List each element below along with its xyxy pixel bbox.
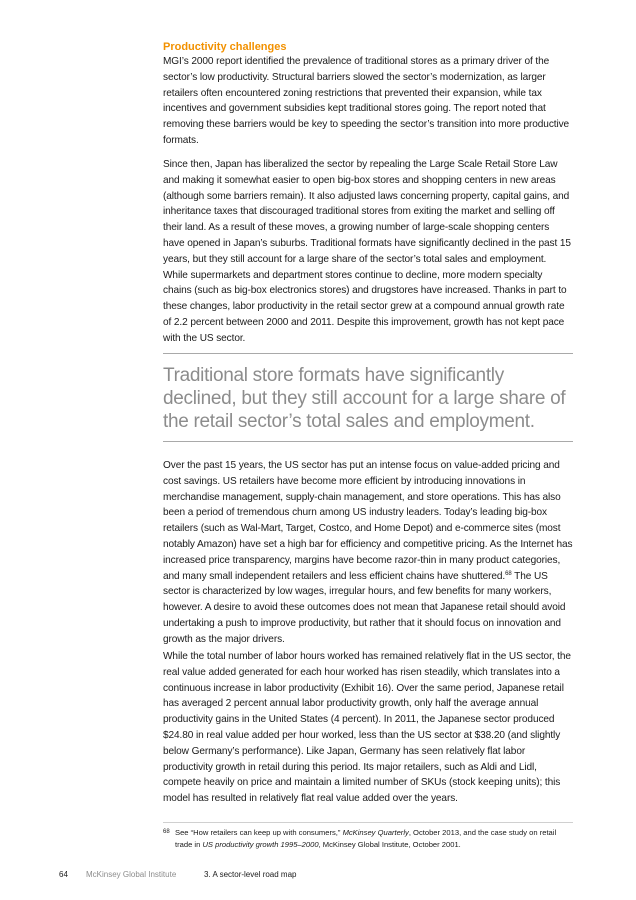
footnote-report-title: US productivity growth 1995–2000	[202, 840, 319, 849]
footnote-journal: McKinsey Quarterly	[342, 828, 409, 837]
page-number: 64	[59, 870, 68, 879]
footnote-text	[175, 827, 573, 851]
paragraph-3-text: Over the past 15 years, the US sector has put an intense focus on value-added pricing and cost savings. US retailers have become more efficient by introducing innovations in merchandise management, supply-chain management, and store operations. This has also been a period of tremendous churn among US industry leaders. Today’s leading big-box retailers (such as Wal-Mart, Target, Costco, and Home Depot) and e-commerce sites (most notably Amazon) have set a high bar for efficiency and competitive pricing. As the Internet has increased price transparency, margins have become razor-thin in many product categories, and many small independent retailers and less efficient chains have shuttered.	[163, 460, 573, 582]
footnote-reference[interactable]: 68	[505, 570, 512, 577]
pull-quote-top-rule	[163, 353, 573, 354]
footnote-text-part-2: , October 2013, and the case study on retail trade in	[175, 828, 557, 849]
paragraph-3-continuation: The US sector is characterized by low wages, irregular hours, and few benefits for many workers, however. A desire to avoid these outcomes does not mean that Japanese retail should avoid undertaking a push to improve productivity, but rather that it should focus on innovation and growth as the major drivers.	[163, 570, 566, 645]
footnote-divider	[163, 822, 573, 823]
footer-publisher: McKinsey Global Institute	[86, 870, 177, 879]
paragraph-1: MGI’s 2000 report identified the prevalence of traditional stores as a primary driver of the sector’s low productivity. Structural barriers slowed the sector’s modernization, as larger retailers often encountered zoning restrictions that prevented their expansion, while tax incentives and government subsidies kept traditional stores going. The report noted that removing these barriers would be key to speeding the sector’s transition into more productive formats.	[163, 56, 570, 146]
pull-quote: Traditional store formats have significantly declined, but they still account for a large share of the retail sector’s total sales and employment.	[163, 365, 566, 432]
paragraph-4: While the total number of labor hours worked has remained relatively flat in the US sector, the real value added generated for each hour worked has risen steadily, which translates into a continuous increase in labor productivity (Exhibit 16). Over the same period, Japanese retail has averaged 2 percent annual labor productivity growth, only half the average annual productivity gains in the United States (4 percent). In 2011, the Japanese sector produced $24.80 in real value added per hour worked, less than the US sector at $38.20 (and slightly below Germany’s performance). Like Japan, Germany has seen relatively flat labor productivity growth in retail during this period. Its major retailers, such as Aldi and Lidl, compete heavily on price and maintain a limited number of SKUs (stock keeping units); this model has resulted in relatively flat real value added over the years.	[163, 651, 571, 805]
paragraph-2: Since then, Japan has liberalized the sector by repealing the Large Scale Retail Store Law and making it somewhat easier to open big-box stores and shopping centers in new areas (although some barriers remain). It also adjusted laws concerning property, capital gains, and inheritance taxes that discouraged traditional stores from exiting the market and selling off their land. As a result of these moves, a growing number of large-scale shopping centers have opened in Japan’s suburbs. Traditional formats have significantly declined in the past 15 years, but they still account for a large share of the sector’s total sales and employment. While supermarkets and department stores continue to decline, more modern specialty chains (such as big-box electronics stores) and drugstores have increased. Thanks in part to these changes, labor productivity in the retail sector grew at a compound annual growth rate of 2.2 percent between 2000 and 2011. Despite this improvement, growth has not kept pace with the US sector.	[163, 159, 571, 344]
pull-quote-bottom-rule	[163, 441, 573, 442]
footnote-text-part-3: , McKinsey Global Institute, October 2001.	[318, 840, 461, 849]
footnote-text-part-1: See “How retailers can keep up with consumers,”	[175, 828, 343, 837]
paragraph-3	[163, 458, 573, 648]
section-heading: Productivity challenges	[163, 41, 287, 53]
footnote-number: 68	[163, 829, 170, 835]
footnote	[163, 827, 573, 851]
footer-chapter: 3. A sector-level road map	[204, 870, 297, 879]
